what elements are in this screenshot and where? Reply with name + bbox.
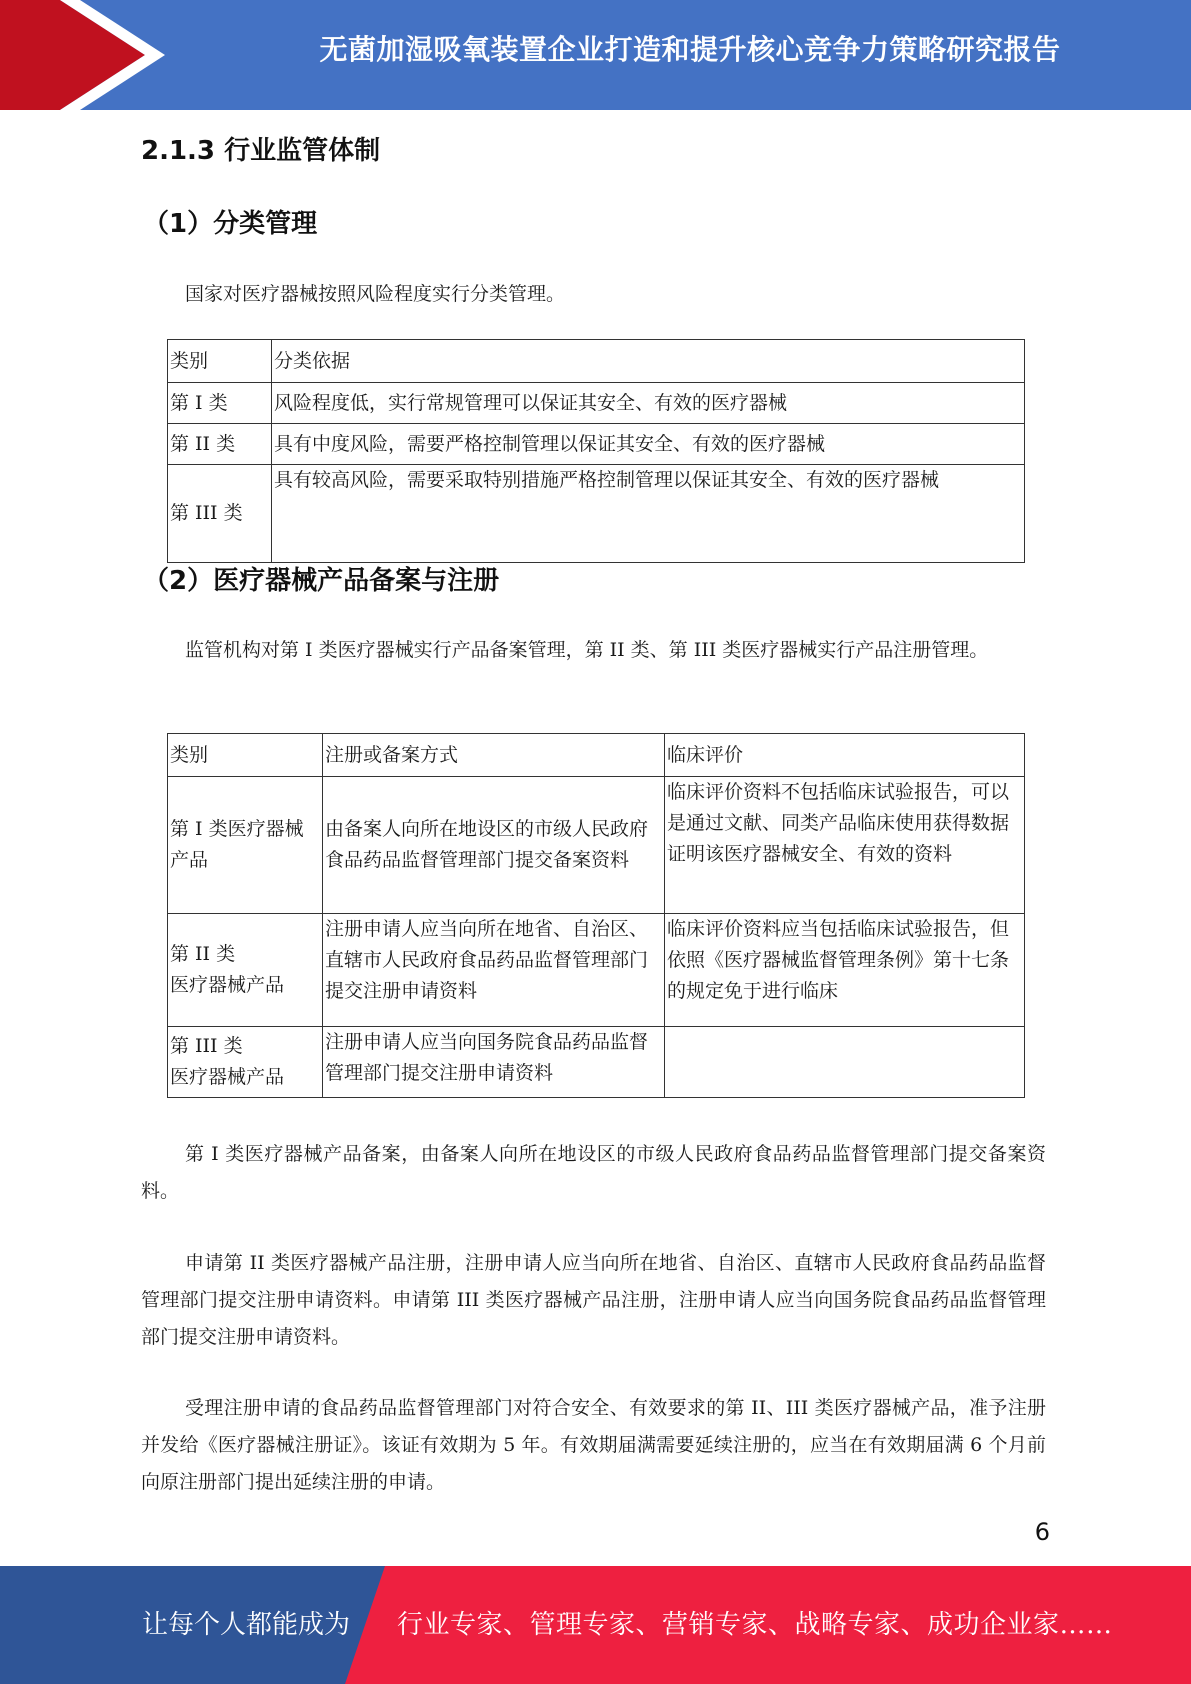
red-chevron-shape — [0, 0, 145, 110]
sub2-intro: 监管机构对第 I 类医疗器械实行产品备案管理，第 II 类、第 III 类医疗器械实行产品注册管理。 — [185, 639, 989, 661]
table-cell: 第 I 类 — [168, 383, 272, 424]
table-cell: 第 III 类 医疗器械产品 — [168, 1027, 323, 1098]
page-number: 6 — [1034, 1518, 1050, 1546]
table-cell: 第 II 类 — [168, 424, 272, 465]
table-header-cell: 临床评价 — [665, 734, 1025, 777]
table-row — [168, 424, 1025, 465]
classification-table — [167, 339, 1025, 563]
subsection-title-1: （1）分类管理 — [143, 209, 318, 239]
paragraph: 申请第 II 类医疗器械产品注册，注册申请人应当向所在地省、自治区、直辖市人民政府食品药品监督管理部门提交注册申请资料。申请第 III 类医疗器械产品注册，注册申请人应当向国务院食品药品监督管理部门提交注册申请资料。 — [141, 1252, 1046, 1348]
table-cell: 临床评价资料不包括临床试验报告，可以是通过文献、同类产品临床使用获得数据证明该医疗器械安全、有效的资料 — [665, 777, 1025, 914]
footer-slogan-left: 让每个人都能成为 — [142, 1610, 351, 1640]
table-header-cell: 类别 — [168, 734, 323, 777]
registration-table — [167, 733, 1025, 1098]
table-row — [168, 1027, 1025, 1098]
section-title: 2.1.3 行业监管体制 — [141, 136, 381, 166]
table-cell: 具有较高风险，需要采取特别措施严格控制管理以保证其安全、有效的医疗器械 — [272, 465, 1025, 563]
table-header-row — [168, 734, 1025, 777]
table-cell: 具有中度风险，需要严格控制管理以保证其安全、有效的医疗器械 — [272, 424, 1025, 465]
table-cell: 注册申请人应当向国务院食品药品监督管理部门提交注册申请资料 — [323, 1027, 665, 1098]
table-cell: 第 III 类 — [168, 465, 272, 563]
paragraph: 受理注册申请的食品药品监督管理部门对符合安全、有效要求的第 II、III 类医疗器械产品，准予注册并发给《医疗器械注册证》。该证有效期为 5 年。有效期届满需要延续注册的，应当在有效期届满 6 个月前向原注册部门提出延续注册的申请。 — [141, 1397, 1046, 1493]
page-header — [0, 0, 1191, 110]
table-header-cell: 分类依据 — [272, 340, 1025, 383]
subsection-title-2: （2）医疗器械产品备案与注册 — [143, 566, 500, 596]
table-cell: 由备案人向所在地设区的市级人民政府食品药品监督管理部门提交备案资料 — [323, 777, 665, 914]
table-row — [168, 777, 1025, 914]
table-cell: 临床评价资料应当包括临床试验报告，但依照《医疗器械监督管理条例》第十七条的规定免于进行临床 — [665, 914, 1025, 1027]
table-cell — [665, 1027, 1025, 1098]
table-cell: 风险程度低，实行常规管理可以保证其安全、有效的医疗器械 — [272, 383, 1025, 424]
header-title: 无菌加湿吸氧装置企业打造和提升核心竞争力策略研究报告 — [319, 33, 1061, 66]
table-cell: 第 II 类 医疗器械产品 — [168, 914, 323, 1027]
table-header-cell: 类别 — [168, 340, 272, 383]
sub1-intro: 国家对医疗器械按照风险程度实行分类管理。 — [185, 283, 566, 305]
table-header-cell: 注册或备案方式 — [323, 734, 665, 777]
table-cell: 第 I 类医疗器械产品 — [168, 777, 323, 914]
table-header-row — [168, 340, 1025, 383]
table-row — [168, 383, 1025, 424]
table-row — [168, 465, 1025, 563]
footer-slogan-right: 行业专家、管理专家、营销专家、战略专家、成功企业家…… — [397, 1610, 1113, 1640]
table-row — [168, 914, 1025, 1027]
page-footer — [0, 1566, 1191, 1684]
paragraph: 第 I 类医疗器械产品备案，由备案人向所在地设区的市级人民政府食品药品监督管理部门提交备案资料。 — [141, 1143, 1046, 1202]
table-cell: 注册申请人应当向所在地省、自治区、直辖市人民政府食品药品监督管理部门提交注册申请资料 — [323, 914, 665, 1027]
